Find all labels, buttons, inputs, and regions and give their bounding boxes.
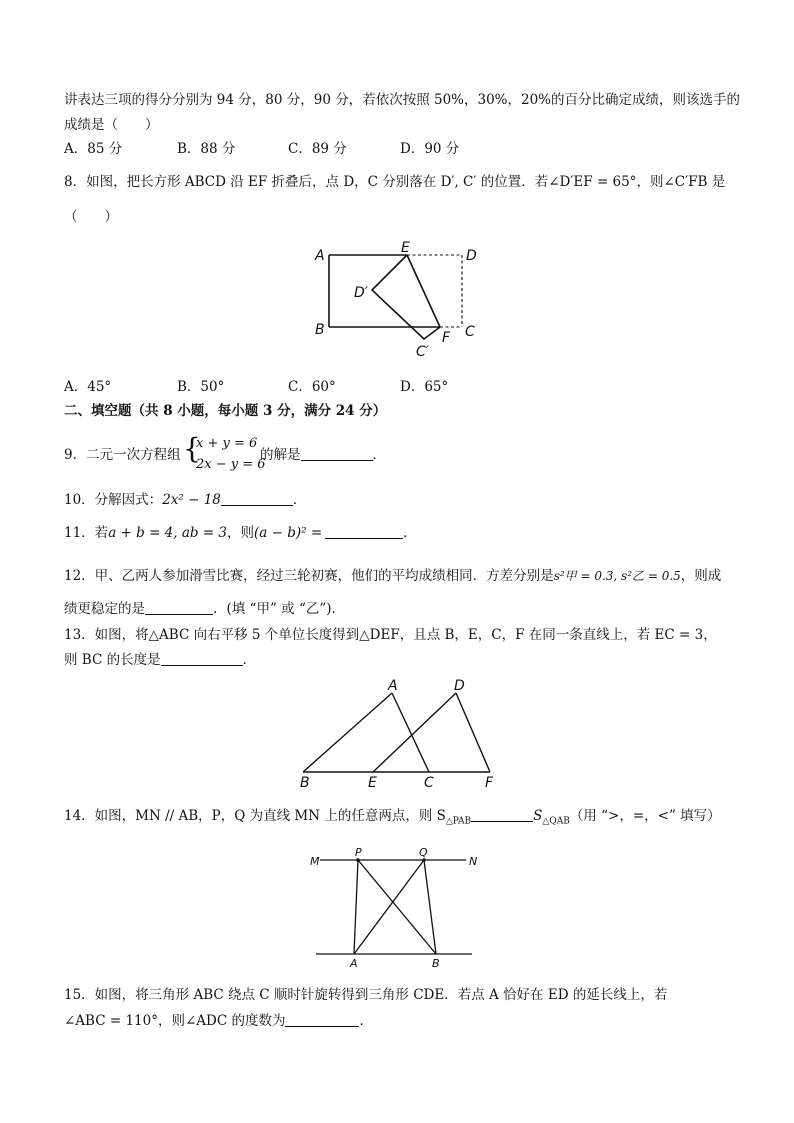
q7-line1: 讲表达三项的得分分别为 94 分，80 分，90 分，若依次按照 50%，30%，20%的百分比确定成绩，则该选手的 [64, 92, 741, 108]
q12-line2-suffix: ．(填 “甲” 或 “乙”)． [213, 601, 346, 617]
q8-option-b: B．50° [177, 379, 225, 395]
q7-line2: 成绩是（ ） [64, 117, 159, 133]
q8-label-d: D [466, 248, 477, 264]
q15-answer-blank[interactable] [285, 1012, 359, 1027]
q8-label-c: C [465, 324, 475, 340]
section2-title: 二、填空题（共 8 小题，每小题 3 分，满分 24 分） [64, 403, 387, 419]
q14-label-q: Q [419, 846, 428, 859]
q13-label-a: A [388, 678, 398, 694]
q15-end: ． [359, 1013, 373, 1029]
q7-option-a: A．85 分 [64, 141, 123, 157]
q8-label-f: F [442, 330, 451, 346]
q8-label-e: E [401, 240, 410, 256]
q12-text: 12．甲、乙两人参加滑雪比赛，经过三轮初赛，他们的平均成绩相同．方差分别是 [64, 568, 554, 584]
q10-expr: 2x² − 18 [162, 492, 221, 508]
q8-label-a: A [315, 248, 325, 264]
q9-eq2: 2x − y = 6 [196, 457, 266, 472]
q14-prefix: 14．如图，MN // AB，P，Q 为直线 MN 上的任意两点，则 S [64, 808, 446, 824]
q11-expr: (a − b)² = [254, 525, 323, 541]
q8-paren: （ ） [64, 209, 118, 225]
q12-variance: s²甲 = 0.3, s²乙 = 0.5 [553, 569, 681, 583]
q13-end: ． [242, 652, 257, 668]
q14-sub1: △PAB [445, 816, 472, 827]
q13-line2-prefix: 则 BC 的长度是 [64, 652, 161, 668]
q15-line2-prefix: ∠ABC = 110°，则∠ADC 的度数为 [64, 1013, 286, 1029]
q9-end: ． [372, 447, 386, 463]
q12-line2-prefix: 绩更稳定的是 [64, 601, 145, 617]
q12-line1-end: ，则成 [680, 568, 722, 584]
q8-label-cprime: C′ [416, 344, 429, 360]
q11-mid: ，则 [227, 525, 255, 541]
q14-suffix: （用 “>，=，<” 填写） [569, 808, 721, 824]
q13-label-e: E [368, 775, 377, 791]
q13-label-d: D [454, 678, 465, 694]
q13-line1: 13．如图，将△ABC 向右平移 5 个单位长度得到△DEF，且点 B，E，C，F 在同一条直线上，若 EC = 3， [64, 627, 717, 643]
q11-prefix: 11．若 [64, 525, 109, 541]
q9-eq1: x + y = 6 [196, 436, 258, 451]
q15-line2 [64, 1011, 373, 1031]
q8-label-b: B [315, 322, 325, 338]
q8-option-a: A．45° [64, 379, 112, 395]
q11-cond: a + b = 4, ab = 3 [108, 525, 228, 541]
q8-stem: 8．如图，把长方形 ABCD 沿 EF 折叠后，点 D，C 分别落在 D′, C′ 的位置．若∠D′EF = 65°，则∠C′FB 是 [64, 174, 726, 190]
q14-label-b: B [432, 957, 440, 970]
q7-option-c: C．89 分 [288, 141, 347, 157]
q13-label-f: F [485, 775, 494, 791]
q7-option-d: D．90 分 [400, 141, 460, 157]
q13-label-b: B [300, 775, 310, 791]
q8-option-c: C．60° [288, 379, 336, 395]
q8-option-d: D．65° [400, 379, 449, 395]
q14-sub2: △QAB [542, 816, 570, 827]
q14-label-a: A [350, 957, 358, 970]
q14-label-m: M [310, 855, 320, 868]
q15-line1: 15．如图，将三角形 ABC 绕点 C 顺时针旋转得到三角形 CDE．若点 A 恰好在 ED 的延长线上，若 [64, 987, 668, 1003]
q14-label-n: N [469, 855, 478, 868]
q14-mid: S [533, 808, 543, 824]
q7-option-b: B．88 分 [177, 141, 236, 157]
q13-label-c: C [424, 775, 434, 791]
q11-end: ． [403, 525, 417, 541]
q14-label-p: P [355, 846, 362, 859]
q9-suffix-text: 的解是 [260, 447, 301, 463]
q10-prefix: 10．分解因式： [64, 492, 163, 508]
q9-brace: { [183, 432, 201, 465]
q9-prefix: 9．二元一次方程组 [64, 447, 181, 463]
q10-end: ． [292, 492, 307, 508]
q8-label-dprime: D′ [354, 285, 368, 301]
